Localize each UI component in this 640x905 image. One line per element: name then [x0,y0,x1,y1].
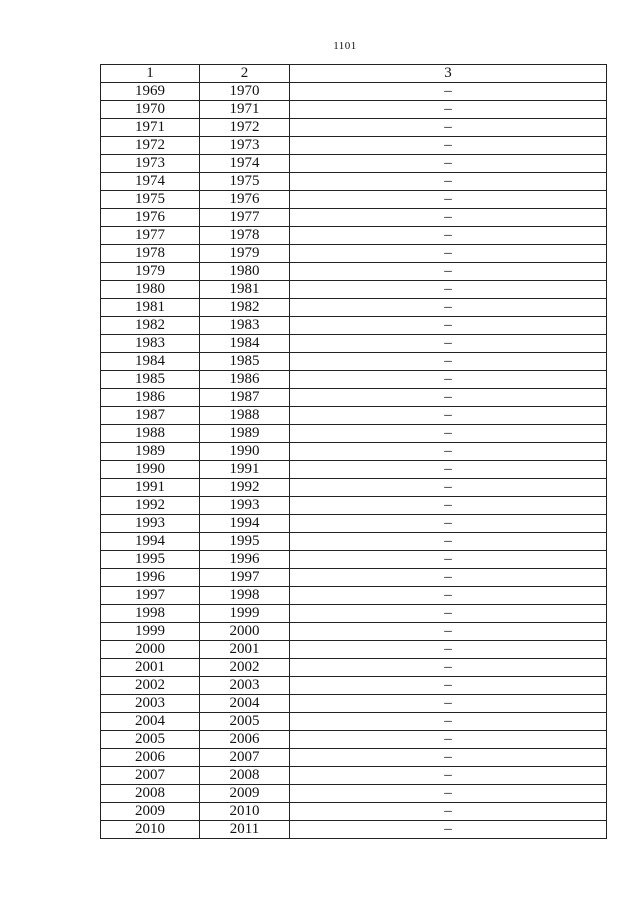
table-cell-col2: 1987 [200,389,290,407]
table-cell-col2: 1993 [200,497,290,515]
table-row [101,551,607,569]
table-cell-col2: 1971 [200,101,290,119]
table-cell-col1: 1990 [101,461,200,479]
table-cell-col3: – [290,623,607,641]
column-header-2: 2 [200,65,290,83]
table-cell-col1: 1986 [101,389,200,407]
table-cell-col2: 1998 [200,587,290,605]
table-cell-col1: 1983 [101,335,200,353]
table-cell-col2: 1983 [200,317,290,335]
table-row [101,335,607,353]
table-cell-col3: – [290,767,607,785]
table-cell-col1: 2001 [101,659,200,677]
table-cell-col1: 1971 [101,119,200,137]
table-cell-col2: 1977 [200,209,290,227]
table-cell-col3: – [290,443,607,461]
table-row [101,407,607,425]
table-cell-col2: 2002 [200,659,290,677]
table-row [101,749,607,767]
table-cell-col3: – [290,803,607,821]
table-row [101,173,607,191]
table-row [101,587,607,605]
table-cell-col2: 2007 [200,749,290,767]
table-cell-col1: 1993 [101,515,200,533]
table-row [101,515,607,533]
table-row [101,803,607,821]
table-cell-col3: – [290,785,607,803]
table-row [101,371,607,389]
table-cell-col1: 2010 [101,821,200,839]
table-cell-col3: – [290,605,607,623]
table-row [101,479,607,497]
table-cell-col2: 1976 [200,191,290,209]
table-cell-col1: 1976 [101,209,200,227]
table-row [101,425,607,443]
table-cell-col1: 1998 [101,605,200,623]
table-cell-col2: 1978 [200,227,290,245]
table-cell-col3: – [290,263,607,281]
table-cell-col1: 1999 [101,623,200,641]
table-cell-col2: 1982 [200,299,290,317]
table-cell-col2: 2000 [200,623,290,641]
table-cell-col3: – [290,227,607,245]
table-cell-col3: – [290,677,607,695]
table-cell-col1: 1982 [101,317,200,335]
table-cell-col3: – [290,83,607,101]
table-cell-col2: 1996 [200,551,290,569]
table-row [101,101,607,119]
table-row [101,605,607,623]
table-cell-col1: 1973 [101,155,200,173]
table-cell-col3: – [290,497,607,515]
table-cell-col2: 2010 [200,803,290,821]
data-table [100,64,607,839]
table-row [101,299,607,317]
table-cell-col2: 1991 [200,461,290,479]
table-cell-col3: – [290,317,607,335]
table-cell-col3: – [290,299,607,317]
table-cell-col3: – [290,371,607,389]
table-cell-col1: 2003 [101,695,200,713]
table-cell-col2: 1994 [200,515,290,533]
table-cell-col2: 1970 [200,83,290,101]
table-cell-col2: 1988 [200,407,290,425]
table-row [101,641,607,659]
table-row [101,353,607,371]
table-cell-col1: 2004 [101,713,200,731]
table-cell-col2: 2006 [200,731,290,749]
table-row [101,191,607,209]
table-row [101,227,607,245]
table-cell-col3: – [290,479,607,497]
table-row [101,137,607,155]
table-cell-col1: 2007 [101,767,200,785]
table-cell-col1: 1994 [101,533,200,551]
table-cell-col1: 2000 [101,641,200,659]
table-cell-col1: 1995 [101,551,200,569]
table-row [101,155,607,173]
table-cell-col2: 1992 [200,479,290,497]
table-cell-col1: 1996 [101,569,200,587]
table-cell-col3: – [290,281,607,299]
table-cell-col1: 2006 [101,749,200,767]
table-cell-col1: 1977 [101,227,200,245]
table-cell-col3: – [290,209,607,227]
table-cell-col1: 1985 [101,371,200,389]
table-cell-col3: – [290,821,607,839]
column-header-3: 3 [290,65,607,83]
table-row [101,659,607,677]
header-row [101,65,607,83]
table-cell-col3: – [290,191,607,209]
table-cell-col2: 1979 [200,245,290,263]
table-row [101,119,607,137]
table-row [101,677,607,695]
table-row [101,821,607,839]
table-cell-col3: – [290,569,607,587]
table-cell-col2: 1974 [200,155,290,173]
table-cell-col2: 2003 [200,677,290,695]
table-cell-col2: 2008 [200,767,290,785]
table-cell-col3: – [290,353,607,371]
table-row [101,497,607,515]
table-cell-col3: – [290,407,607,425]
table-body [101,83,607,839]
page-number: 1101 [333,40,357,52]
table-cell-col1: 2009 [101,803,200,821]
table-cell-col3: – [290,641,607,659]
table-cell-col1: 1978 [101,245,200,263]
table-cell-col3: – [290,587,607,605]
table-cell-col2: 2004 [200,695,290,713]
table-row [101,263,607,281]
table-cell-col1: 1992 [101,497,200,515]
table-cell-col1: 1970 [101,101,200,119]
table-row [101,281,607,299]
table-row [101,785,607,803]
table-cell-col1: 1980 [101,281,200,299]
table-row [101,533,607,551]
table-cell-col1: 1969 [101,83,200,101]
table-cell-col2: 1997 [200,569,290,587]
table-row [101,389,607,407]
table-cell-col2: 1999 [200,605,290,623]
table-cell-col2: 1981 [200,281,290,299]
table-cell-col1: 2002 [101,677,200,695]
table-cell-col1: 1991 [101,479,200,497]
table-cell-col3: – [290,515,607,533]
table-cell-col2: 1995 [200,533,290,551]
table-cell-col3: – [290,137,607,155]
table-cell-col2: 2011 [200,821,290,839]
table-cell-col3: – [290,101,607,119]
table-cell-col3: – [290,533,607,551]
table-cell-col3: – [290,389,607,407]
column-header-1: 1 [101,65,200,83]
table-row [101,209,607,227]
table-row [101,623,607,641]
table-row [101,83,607,101]
table-cell-col2: 1986 [200,371,290,389]
table-cell-col1: 1981 [101,299,200,317]
table-cell-col1: 1975 [101,191,200,209]
table-cell-col1: 2008 [101,785,200,803]
table-row [101,461,607,479]
table-row [101,317,607,335]
table-header [101,65,607,83]
table-row [101,245,607,263]
table-cell-col3: – [290,335,607,353]
table-cell-col2: 1972 [200,119,290,137]
table-cell-col3: – [290,245,607,263]
table-cell-col1: 1979 [101,263,200,281]
table-cell-col1: 1989 [101,443,200,461]
table-cell-col2: 1989 [200,425,290,443]
table-cell-col1: 1974 [101,173,200,191]
table-cell-col2: 1985 [200,353,290,371]
table-cell-col2: 1984 [200,335,290,353]
table-cell-col3: – [290,155,607,173]
table-row [101,767,607,785]
table-cell-col2: 1990 [200,443,290,461]
table-cell-col3: – [290,749,607,767]
table-cell-col2: 1980 [200,263,290,281]
table-row [101,695,607,713]
table-cell-col2: 1975 [200,173,290,191]
table-cell-col3: – [290,425,607,443]
table-cell-col1: 1988 [101,425,200,443]
table-cell-col1: 2005 [101,731,200,749]
table-row [101,443,607,461]
table-cell-col3: – [290,695,607,713]
table-row [101,569,607,587]
table-cell-col2: 2001 [200,641,290,659]
table-cell-col3: – [290,173,607,191]
table-row [101,731,607,749]
table-cell-col2: 2009 [200,785,290,803]
table-cell-col3: – [290,731,607,749]
table-cell-col1: 1997 [101,587,200,605]
table-cell-col3: – [290,659,607,677]
table-cell-col2: 1973 [200,137,290,155]
table-cell-col1: 1987 [101,407,200,425]
table-cell-col3: – [290,461,607,479]
table-cell-col1: 1972 [101,137,200,155]
table-cell-col3: – [290,713,607,731]
table-cell-col3: – [290,551,607,569]
table-row [101,713,607,731]
table-cell-col2: 2005 [200,713,290,731]
table-cell-col3: – [290,119,607,137]
table-cell-col1: 1984 [101,353,200,371]
